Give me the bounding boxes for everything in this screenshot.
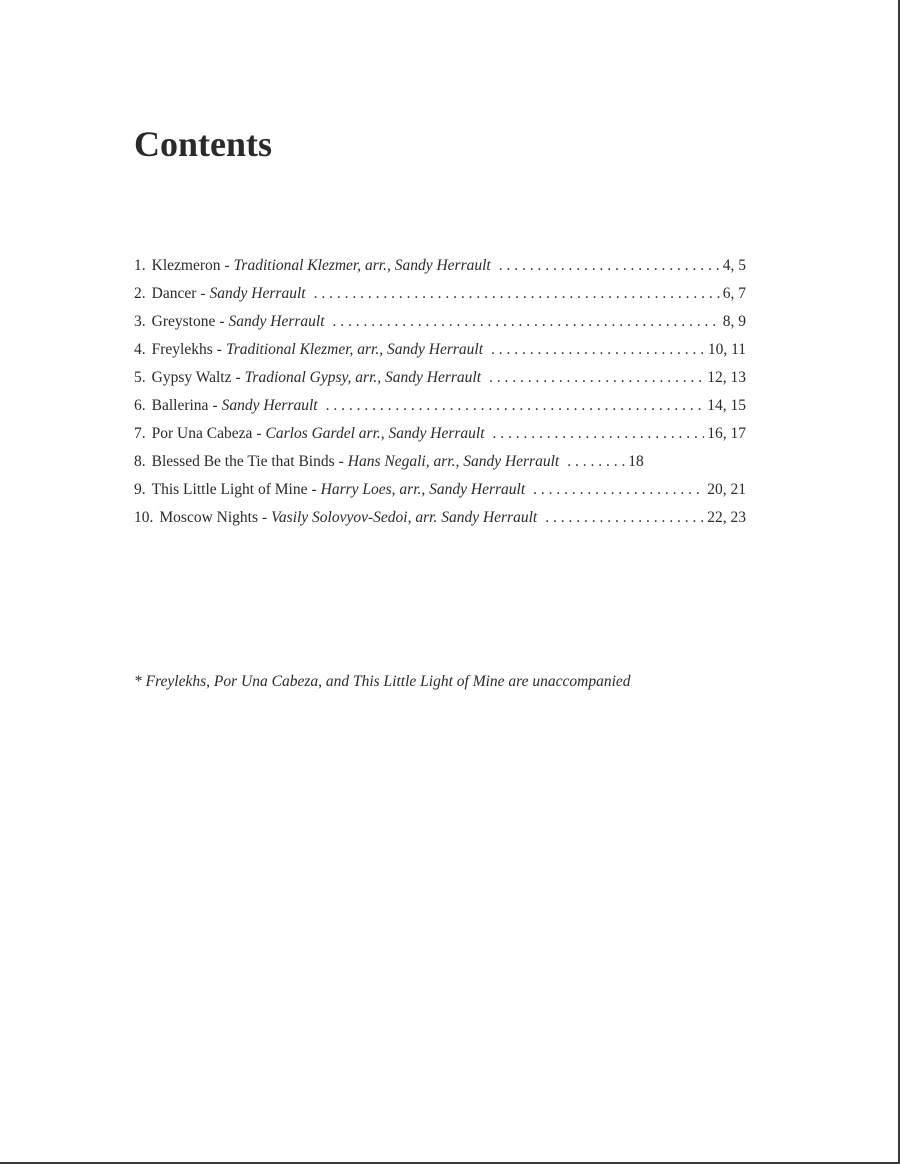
toc-entry-pages: 12, 13	[707, 369, 746, 386]
toc-entry	[134, 420, 746, 448]
toc-entry	[134, 504, 746, 532]
toc-entry-separator: -	[200, 285, 206, 302]
toc-entry-title: Greystone	[151, 313, 216, 330]
toc-entry-title: Freylekhs	[151, 341, 213, 358]
toc-entry-pages: 8, 9	[722, 313, 746, 330]
toc-entry	[134, 392, 746, 420]
toc-entry-separator: -	[338, 453, 344, 470]
toc-entry-separator: -	[311, 481, 317, 498]
toc-entry-pages: 20, 21	[707, 481, 746, 498]
toc-entry-number: 8.	[134, 453, 146, 470]
toc-entry-title: Moscow Nights	[159, 509, 258, 526]
page-title: Contents	[134, 124, 273, 164]
toc-entry-credit: Traditional Klezmer, arr., Sandy Herrault	[225, 341, 484, 358]
toc-entry-credit: Tradional Gypsy, arr., Sandy Herrault	[244, 369, 482, 386]
toc-entry-number: 7.	[134, 425, 146, 442]
toc-entry-credit: Sandy Herrault	[209, 285, 306, 302]
toc-entry-credit: Traditional Klezmer, arr., Sandy Herrault	[233, 257, 491, 274]
toc-entry-credit: Harry Loes, arr., Sandy Herrault	[320, 481, 526, 498]
dot-leader	[533, 476, 704, 504]
toc-entry-number: 1.	[134, 257, 146, 274]
toc-entry	[134, 308, 746, 336]
dot-leader	[326, 392, 705, 420]
toc-entry-title: This Little Light of Mine	[151, 481, 308, 498]
toc-entry-separator: -	[261, 509, 268, 526]
toc-entry-number: 2.	[134, 285, 146, 302]
toc-entry-number: 3.	[134, 313, 146, 330]
toc-entry-credit: Vasily Solovyov-Sedoi, arr. Sandy Herrault	[271, 509, 538, 526]
toc-entry-number: 6.	[134, 397, 146, 414]
toc-entry-separator: -	[256, 425, 262, 442]
toc-entry-pages: 10, 11	[707, 341, 746, 358]
table-of-contents	[134, 252, 746, 532]
toc-entry	[134, 280, 746, 308]
toc-entry-title: Gypsy Waltz	[151, 369, 232, 386]
toc-entry-number: 10.	[134, 509, 154, 526]
dot-leader	[499, 252, 720, 280]
toc-entry-pages: 18	[628, 453, 644, 470]
dot-leader	[491, 336, 705, 364]
toc-entry-pages: 16, 17	[707, 425, 746, 442]
toc-entry-separator: -	[235, 369, 241, 386]
toc-entry-title: Blessed Be the Tie that Binds	[151, 453, 335, 470]
footnote: * Freylekhs, Por Una Cabeza, and This Little Light of Mine are unaccompanied	[134, 673, 631, 690]
dot-leader	[489, 364, 704, 392]
toc-entry-separator: -	[216, 341, 222, 358]
toc-entry-pages: 22, 23	[707, 509, 746, 526]
dot-leader	[567, 448, 625, 476]
toc-entry-separator: -	[219, 313, 225, 330]
toc-entry-number: 5.	[134, 369, 146, 386]
toc-entry	[134, 252, 746, 280]
toc-entry-separator: -	[212, 397, 218, 414]
toc-entry	[134, 364, 746, 392]
dot-leader	[545, 504, 704, 532]
toc-entry-title: Klezmeron	[151, 257, 221, 274]
toc-entry-credit: Sandy Herrault	[228, 313, 325, 330]
toc-entry-credit: Carlos Gardel arr., Sandy Herrault	[265, 425, 485, 442]
toc-entry-separator: -	[224, 257, 230, 274]
toc-entry-number: 4.	[134, 341, 146, 358]
toc-entry-title: Dancer	[151, 285, 197, 302]
toc-entry-credit: Sandy Herrault	[221, 397, 318, 414]
toc-entry-credit: Hans Negali, arr., Sandy Herrault	[347, 453, 560, 470]
toc-entry-pages: 4, 5	[722, 257, 746, 274]
toc-entry	[134, 336, 746, 364]
toc-entry-number: 9.	[134, 481, 146, 498]
dot-leader	[333, 308, 720, 336]
dot-leader	[314, 280, 720, 308]
toc-entry-title: Por Una Cabeza	[151, 425, 253, 442]
toc-entry	[134, 476, 746, 504]
toc-entry	[134, 448, 746, 476]
dot-leader	[493, 420, 705, 448]
toc-entry-pages: 14, 15	[707, 397, 746, 414]
toc-entry-pages: 6, 7	[722, 285, 746, 302]
toc-entry-title: Ballerina	[151, 397, 209, 414]
